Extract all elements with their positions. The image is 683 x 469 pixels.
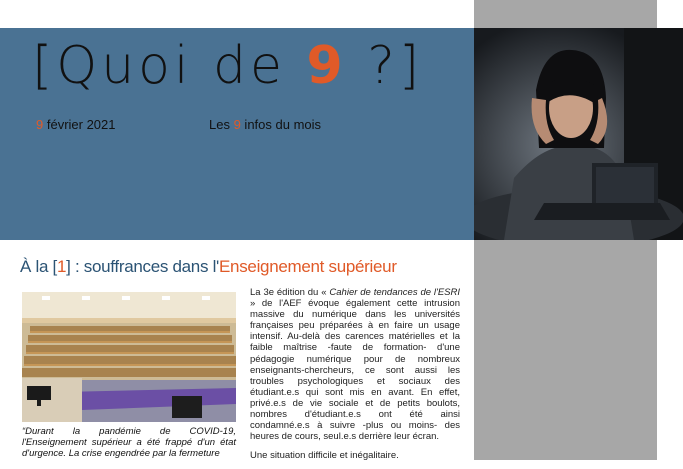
issue-date: 9 février 2021 [36,117,116,132]
student-at-laptop-photo [474,28,683,240]
issue-tagline: Les 9 infos du mois [209,117,322,132]
article-paragraph: Une situation difficile et inégalitaire. [250,450,399,462]
photo-caption: “Durant la pandémie de COVID-19, l'Enseignement supérieur a été frappé d'un état d'urgence. La crise engendrée par la fermeture [22,426,236,459]
lecture-hall-photo [22,292,236,422]
article-paragraph: La 3e édition du « Cahier de tendances de l'ESRI » de l'AEF évoque également cette intrusion massive du numérique dans les universités françaises peu préparées à en faire un usage intensif. Au-delà des carences matérielles et la faible maîtrise -faute de formation- d'une pédagogie numérique pour de nombreux enseignants-chercheurs, ce sont aussi les troubles psychologiques et sociaux des étudiant.e.s qui sont mis en avant. En effet, privé.e.s de vie sociale et de petits boulots, nombres d'étudiant.e.s ont été ainsi condamné.e.s à suivre -plus ou moins- des heures de cours, seul.e.s derrière leur écran. [250,287,460,443]
newsletter-title: [Quoi de 9 ?] [32,36,424,96]
article-headline: À la [1] : souffrances dans l'Enseignement supérieur [20,257,397,276]
article-body [250,287,460,469]
